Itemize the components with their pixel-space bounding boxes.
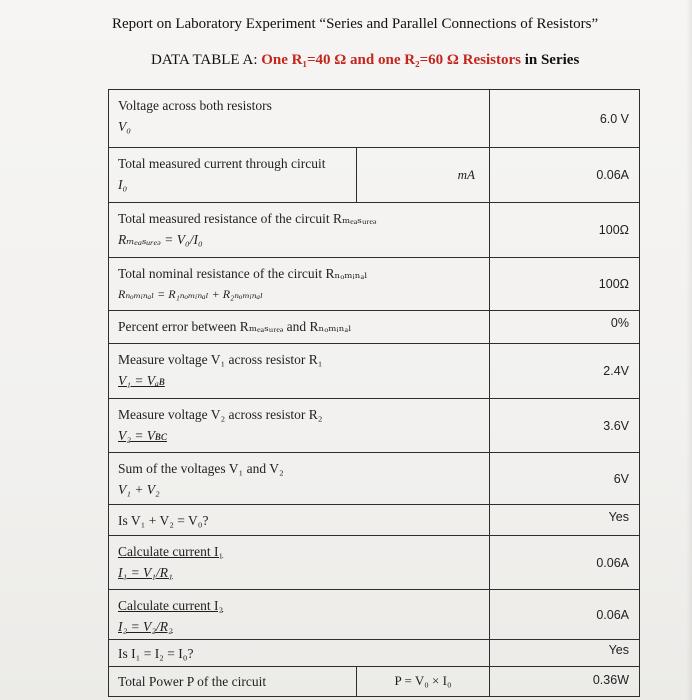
value-cell bbox=[490, 311, 640, 344]
row-label: Total nominal resistance of the circuit Rₙₒₘᵢₙₐₗ bbox=[118, 266, 368, 281]
row-value: 6V bbox=[613, 471, 629, 486]
label-cell bbox=[109, 399, 490, 453]
row-value: 3.6V bbox=[603, 418, 629, 433]
table-caption-prefix: DATA TABLE A: bbox=[151, 52, 262, 68]
row-label: Percent error between Rₘₑₐₛᵤᵣₑₔ and Rₙₒₘᵢₙₐₗ bbox=[118, 319, 352, 334]
row-value: Yes bbox=[608, 510, 629, 524]
row-value: 0.06A bbox=[596, 555, 629, 570]
row-label: Is V₁ + V₂ = V₀? bbox=[118, 513, 209, 528]
row-label: Total measured resistance of the circuit Rₘₑₐₛᵤᵣₑₔ bbox=[118, 211, 377, 226]
row-label: Total measured current through circuit bbox=[118, 156, 326, 171]
row-symbol: Rₙₒₘᵢₙₐₗ = R₁ₙₒₘᵢₙₐₗ + R₂ₙₒₘᵢₙₐₗ bbox=[118, 287, 264, 301]
value-cell bbox=[490, 344, 640, 399]
label-cell bbox=[109, 311, 490, 344]
row-value: 0.06A bbox=[596, 607, 629, 622]
table-row bbox=[109, 667, 640, 697]
unit-cell bbox=[357, 148, 490, 203]
table-row bbox=[109, 203, 640, 258]
value-cell bbox=[490, 536, 640, 590]
table-row bbox=[109, 148, 640, 203]
row-value: 0% bbox=[610, 316, 629, 330]
label-cell bbox=[109, 148, 357, 203]
label-cell bbox=[109, 590, 490, 640]
value-cell bbox=[490, 505, 640, 536]
table-row bbox=[109, 505, 640, 536]
table-row bbox=[109, 640, 640, 667]
value-cell bbox=[490, 640, 640, 667]
row-value: 100Ω bbox=[598, 277, 629, 291]
row-symbol: V₁ + V₂ bbox=[118, 482, 160, 497]
row-symbol: V₂ = Vʙᴄ bbox=[118, 428, 167, 443]
label-cell bbox=[109, 203, 490, 258]
table-row bbox=[109, 90, 640, 148]
row-label: Total Power P of the circuit bbox=[118, 674, 267, 689]
table-caption-suffix: in Series bbox=[520, 52, 580, 68]
value-cell bbox=[490, 590, 640, 640]
row-symbol: Rₘₑₐₛᵤᵣₑₔ = V₀/I₀ bbox=[118, 232, 203, 247]
label-cell bbox=[109, 453, 490, 505]
row-symbol: I₀ bbox=[118, 177, 128, 192]
row-formula: P = V₀ × I₀ bbox=[394, 673, 452, 688]
value-cell bbox=[490, 667, 640, 697]
row-value: 0.36W bbox=[592, 673, 629, 687]
row-symbol: I₂ = V₂/R₂ bbox=[118, 619, 173, 634]
report-title: Report on Laboratory Experiment “Series and Parallel Connections of Resistors” bbox=[112, 16, 599, 32]
label-cell bbox=[109, 536, 490, 590]
row-unit: mA bbox=[457, 167, 475, 182]
label-cell bbox=[109, 640, 490, 667]
table-row bbox=[109, 344, 640, 399]
table-caption bbox=[151, 52, 671, 69]
table-row bbox=[109, 399, 640, 453]
row-label: Measure voltage V₁ across resistor R₁ bbox=[118, 352, 323, 367]
row-label: Is I₁ = I₂ = I₀? bbox=[118, 646, 194, 661]
label-cell bbox=[109, 344, 490, 399]
value-cell bbox=[490, 399, 640, 453]
formula-cell bbox=[357, 667, 490, 697]
row-value: 2.4V bbox=[603, 364, 629, 378]
table-caption-highlight: One R₁=40 Ω and one R₂=60 Ω Resistors bbox=[261, 52, 521, 68]
table-row bbox=[109, 590, 640, 640]
row-symbol: V₀ bbox=[118, 119, 131, 134]
row-value: 6.0 V bbox=[599, 111, 629, 126]
page-edge-shadow bbox=[686, 0, 692, 700]
label-cell bbox=[109, 667, 357, 697]
value-cell bbox=[490, 453, 640, 505]
row-value: 100Ω bbox=[598, 223, 629, 237]
value-cell bbox=[490, 148, 640, 203]
row-label: Measure voltage V₂ across resistor R₂ bbox=[118, 407, 323, 422]
row-label: Calculate current I₂ bbox=[118, 598, 224, 613]
row-value: Yes bbox=[608, 643, 629, 657]
row-value: 0.06A bbox=[596, 168, 629, 182]
label-cell bbox=[109, 258, 490, 311]
table-row bbox=[109, 536, 640, 590]
row-label: Sum of the voltages V₁ and V₂ bbox=[118, 461, 284, 476]
table-row bbox=[109, 258, 640, 311]
value-cell bbox=[490, 90, 640, 148]
table-row bbox=[109, 453, 640, 505]
row-label: Calculate current I₁ bbox=[118, 544, 224, 559]
value-cell bbox=[490, 203, 640, 258]
label-cell bbox=[109, 90, 490, 148]
label-cell bbox=[109, 505, 490, 536]
row-symbol: V₁ = Vₐʙ bbox=[118, 373, 165, 388]
value-cell bbox=[490, 258, 640, 311]
row-symbol: I₁ = V₁/R₁ bbox=[118, 565, 173, 580]
table-row bbox=[109, 311, 640, 344]
row-label: Voltage across both resistors bbox=[118, 98, 272, 113]
data-table-a bbox=[108, 89, 640, 697]
